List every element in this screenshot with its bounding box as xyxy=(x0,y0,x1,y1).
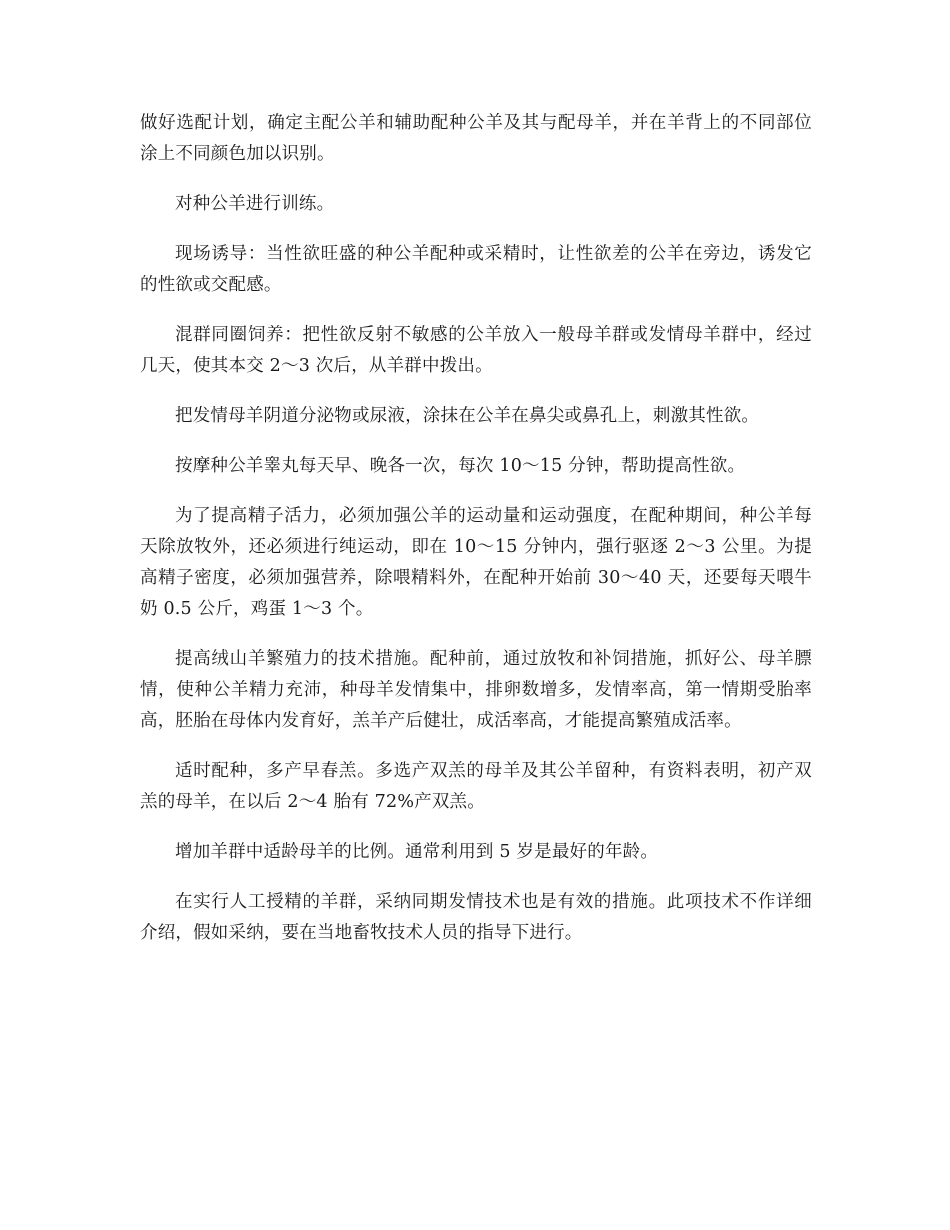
paragraph-sperm-vitality: 为了提高精子活力，必须加强公羊的运动量和运动强度，在配种期间，种公羊每天除放牧外，还必须进行纯运动，即在 10～15 分钟内，强行驱逐 2～3 公里。为提高精子密度，必须加强营养，除喂精料外，在配种开始前 30～40 天，还要每天喂牛奶 0.5 公斤，鸡蛋 1～3 个。 xyxy=(140,506,812,619)
paragraph-mating-plan: 做好选配计划，确定主配公羊和辅助配种公羊及其与配母羊，并在羊背上的不同部位涂上不同颜色加以识别。 xyxy=(140,113,812,164)
paragraph-ram-training: 对种公羊进行训练。 xyxy=(175,194,335,214)
paragraph-secretion-stimulus: 把发情母羊阴道分泌物或尿液，涂抹在公羊在鼻尖或鼻孔上，刺激其性欲。 xyxy=(175,406,760,426)
paragraph-ewe-ratio: 增加羊群中适龄母羊的比例。通常利用到 5 岁是最好的年龄。 xyxy=(175,842,659,862)
paragraph-timely-mating: 适时配种，多产早春羔。多选产双羔的母羊及其公羊留种，有资料表明，初产双羔的母羊，在以后 2～4 胎有 72%产双羔。 xyxy=(140,761,812,812)
paragraph-synchronized-estrus: 在实行人工授精的羊群，采纳同期发情技术也是有效的措施。此项技术不作详细介绍，假如采纳，要在当地畜牧技术人员的指导下进行。 xyxy=(140,892,812,943)
document-body xyxy=(140,108,812,968)
paragraph-mixed-herd-feeding: 混群同圈饲养：把性欲反射不敏感的公羊放入一般母羊群或发情母羊群中，经过几天，使其本交 2～3 次后，从羊群中拨出。 xyxy=(140,325,812,376)
paragraph-fertility-measures: 提高绒山羊繁殖力的技术措施。配种前，通过放牧和补饲措施，抓好公、母羊膘情，使种公羊精力充沛，种母羊发情集中，排卵数增多，发情率高，第一情期受胎率高，胚胎在母体内发育好，羔羊产后健壮，成活率高，才能提高繁殖成活率。 xyxy=(140,649,812,731)
paragraph-on-site-induction: 现场诱导：当性欲旺盛的种公羊配种或采精时，让性欲差的公羊在旁边，诱发它的性欲或交配感。 xyxy=(140,244,812,295)
paragraph-massage: 按摩种公羊睾丸每天早、晚各一次，每次 10～15 分钟，帮助提高性欲。 xyxy=(175,456,746,476)
